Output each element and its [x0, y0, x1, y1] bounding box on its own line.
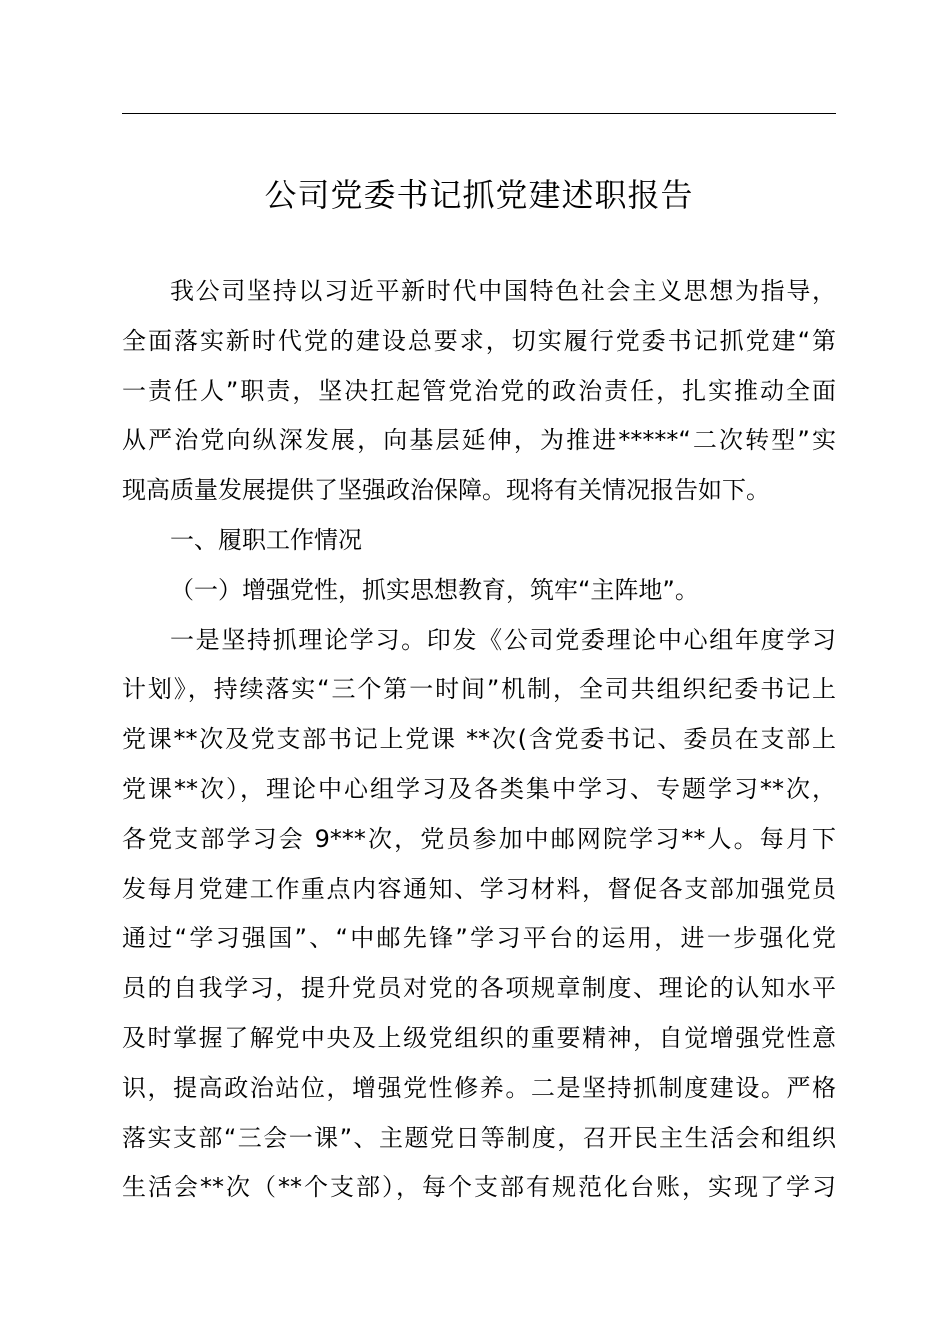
intro-line: 全面落实新时代党的建设总要求，切实履行党委书记抓党建“第 [122, 326, 836, 355]
body-line: 计划》，持续落实“三个第一时间”机制，全司共组织纪委书记上 [122, 675, 836, 704]
body-line: 落实支部“三会一课”、主题党日等制度，召开民主生活会和组织 [122, 1123, 836, 1152]
intro-line: 我公司坚持以习近平新时代中国特色社会主义思想为指导， [170, 277, 836, 305]
body-line: 各党支部学习会 9***次，党员参加中邮网院学习**人。每月下 [122, 824, 836, 853]
body-line: 员的自我学习，提升党员对党的各项规章制度、理论的认知水平 [122, 974, 836, 1003]
body-line: 一是坚持抓理论学习。印发《公司党委理论中心组年度学习 [170, 625, 836, 654]
body-line: 通过“学习强国”、“中邮先锋”学习平台的运用，进一步强化党 [122, 924, 836, 953]
document-body [122, 267, 836, 1213]
subsection-heading: （一）增强党性，抓实思想教育，筑牢“主阵地”。 [170, 575, 699, 604]
header-rule [122, 113, 836, 114]
body-line: 发每月党建工作重点内容通知、学习材料，督促各支部加强党员 [122, 874, 836, 903]
intro-line: 一责任人”职责，坚决扛起管党治党的政治责任，扎实推动全面 [122, 376, 836, 405]
intro-line: 现高质量发展提供了坚强政治保障。现将有关情况报告如下。 [122, 476, 770, 505]
section-heading: 一、履职工作情况 [170, 525, 362, 554]
body-line: 党课**次），理论中心组学习及各类集中学习、专题学习**次， [122, 774, 836, 803]
body-line: 生活会**次（**个支部），每个支部有规范化台账，实现了学习 [122, 1173, 836, 1202]
intro-line: 从严治党向纵深发展，向基层延伸，为推进*****“二次转型”实 [122, 426, 836, 455]
document-title: 公司党委书记抓党建述职报告 [264, 176, 694, 214]
body-line: 识，提高政治站位，增强党性修养。二是坚持抓制度建设。严格 [122, 1073, 836, 1102]
body-line: 党课**次及党支部书记上党课 **次(含党委书记、委员在支部上 [122, 725, 836, 754]
body-line: 及时掌握了解党中央及上级党组织的重要精神，自觉增强党性意 [122, 1023, 836, 1052]
